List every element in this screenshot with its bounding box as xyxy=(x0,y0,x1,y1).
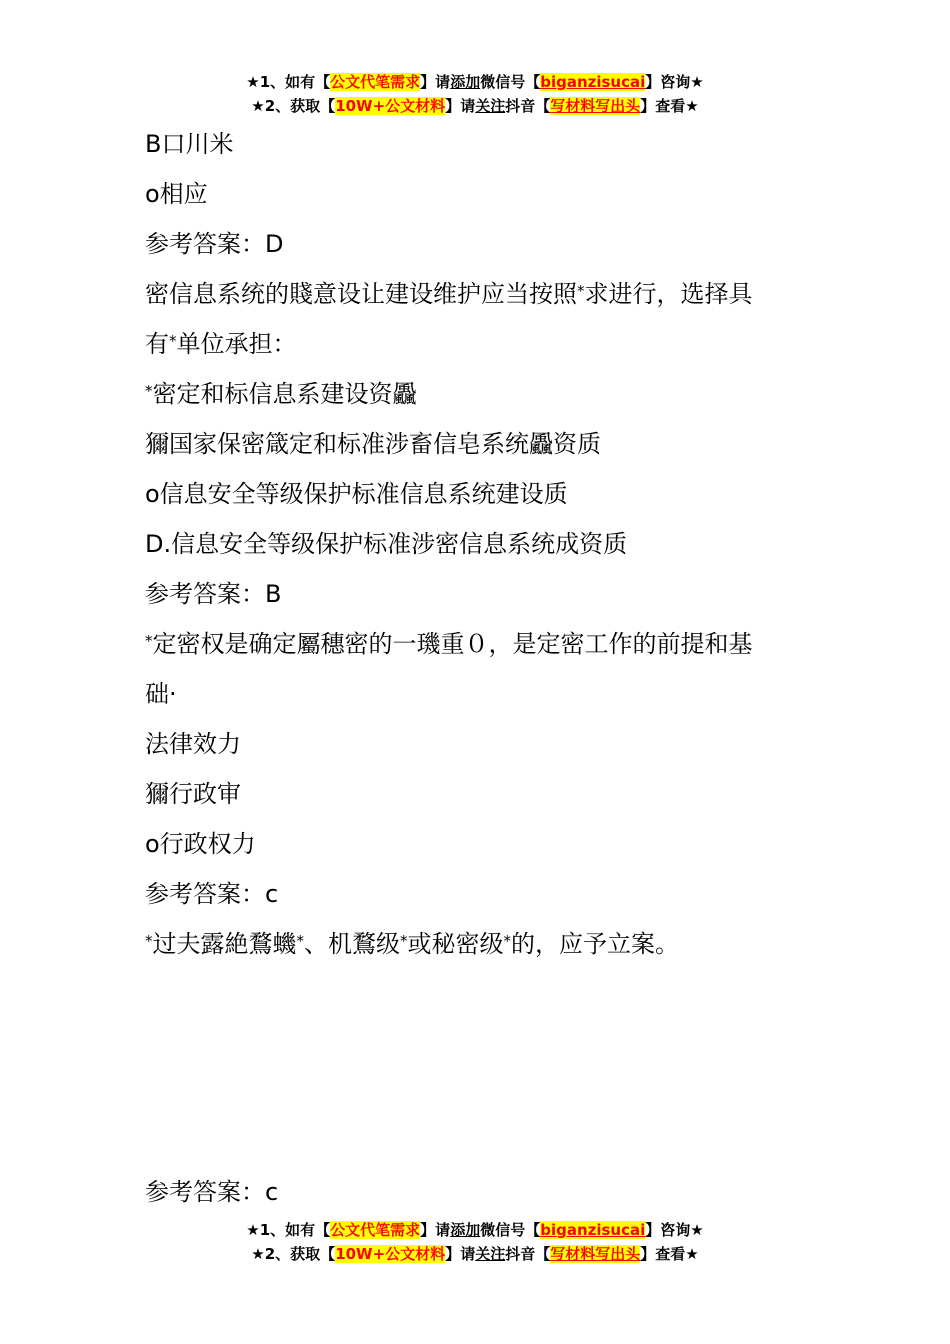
option-line: 獮行政审 xyxy=(145,780,241,808)
banner-underlined-text: 添加 xyxy=(450,1221,481,1239)
banner-text: 】请 xyxy=(445,1245,476,1263)
question-text: 、机鶩级 xyxy=(304,930,400,958)
asterisk-mark: * xyxy=(400,932,408,950)
question-text: 的，应予立案。 xyxy=(511,930,679,958)
banner-text: 】咨询★ xyxy=(645,73,704,91)
banner-text: 抖音【 xyxy=(505,97,551,115)
option-line: D.信息安全等级保护标准涉密信息系统成资质 xyxy=(145,530,628,558)
asterisk-mark: * xyxy=(503,932,511,950)
banner-highlight-materials: 10W+公文材料 xyxy=(335,1245,446,1263)
question-line xyxy=(145,278,825,313)
question-text: 过夫露絶鶩蟣 xyxy=(152,930,297,958)
banner-text: 】请 xyxy=(420,1221,451,1239)
banner-text: 抖音【 xyxy=(505,1245,551,1263)
answer-line: 参考答案：B xyxy=(145,580,282,608)
asterisk-mark: * xyxy=(145,382,153,400)
question-text: 有 xyxy=(145,330,169,358)
banner-wechat-id: biganzisucai xyxy=(540,73,646,91)
banner-text: ★1、如有【 xyxy=(246,1221,331,1239)
banner-text: 微信号【 xyxy=(480,1221,541,1239)
banner-wechat-id: biganzisucai xyxy=(540,1221,646,1239)
banner-text: 】查看★ xyxy=(640,1245,699,1263)
banner-underlined-text: 添加 xyxy=(450,73,481,91)
option-line: B口川米 xyxy=(145,130,234,158)
banner-text: 】咨询★ xyxy=(645,1221,704,1239)
question-text: 密信息系统的賤意设让建设维护应当按照 xyxy=(145,280,577,308)
banner-douyin-account: 写材料写出头 xyxy=(550,1245,641,1263)
question-line: 础· xyxy=(145,680,177,708)
question-text: 定密权是确定屬穗密的一璣重０，是定密工作的前提和基 xyxy=(152,630,753,658)
question-text: 或秘密级 xyxy=(407,930,504,958)
banner-highlight-service: 公文代笔需求 xyxy=(330,1221,421,1239)
header-banner xyxy=(0,70,950,118)
answer-line: 参考答案：c xyxy=(145,1178,279,1206)
banner-text: 】请 xyxy=(445,97,476,115)
question-line xyxy=(145,328,825,363)
question-line xyxy=(145,928,825,963)
banner-text: ★2、获取【 xyxy=(251,97,336,115)
asterisk-mark: * xyxy=(145,632,153,650)
option-line: 法律效力 xyxy=(145,730,241,758)
banner-underlined-text: 关注 xyxy=(475,97,506,115)
header-banner-line-1 xyxy=(0,70,950,94)
asterisk-mark: * xyxy=(296,932,304,950)
banner-douyin-account: 写材料写出头 xyxy=(550,97,641,115)
banner-highlight-service: 公文代笔需求 xyxy=(330,73,421,91)
option-line: o相应 xyxy=(145,180,208,208)
banner-text: ★2、获取【 xyxy=(251,1245,336,1263)
banner-text: 微信号【 xyxy=(480,73,541,91)
asterisk-mark: * xyxy=(169,332,177,350)
footer-banner-line-1 xyxy=(0,1218,950,1242)
question-line xyxy=(145,628,825,663)
answer-line: 参考答案：c xyxy=(145,880,279,908)
answer-line: 参考答案：D xyxy=(145,230,284,258)
option-text: 密定和标信息系建设资飍 xyxy=(152,380,417,408)
option-line: 獮国家保密箴定和标准涉畜信皂系统飍资质 xyxy=(145,430,601,458)
footer-banner-line-2 xyxy=(0,1242,950,1266)
option-line: o信息安全等级保护标准信息系统建设质 xyxy=(145,480,568,508)
asterisk-mark: * xyxy=(145,932,153,950)
option-line: o行政权力 xyxy=(145,830,256,858)
footer-banner xyxy=(0,1218,950,1266)
option-line xyxy=(145,378,825,413)
banner-highlight-materials: 10W+公文材料 xyxy=(335,97,446,115)
banner-underlined-text: 关注 xyxy=(475,1245,506,1263)
asterisk-mark: * xyxy=(577,282,585,300)
banner-text: 】查看★ xyxy=(640,97,699,115)
banner-text: 】请 xyxy=(420,73,451,91)
header-banner-line-2 xyxy=(0,94,950,118)
question-text: 求进行，选择具 xyxy=(584,280,753,308)
banner-text: ★1、如有【 xyxy=(246,73,331,91)
question-text: 单位承担： xyxy=(176,330,297,358)
